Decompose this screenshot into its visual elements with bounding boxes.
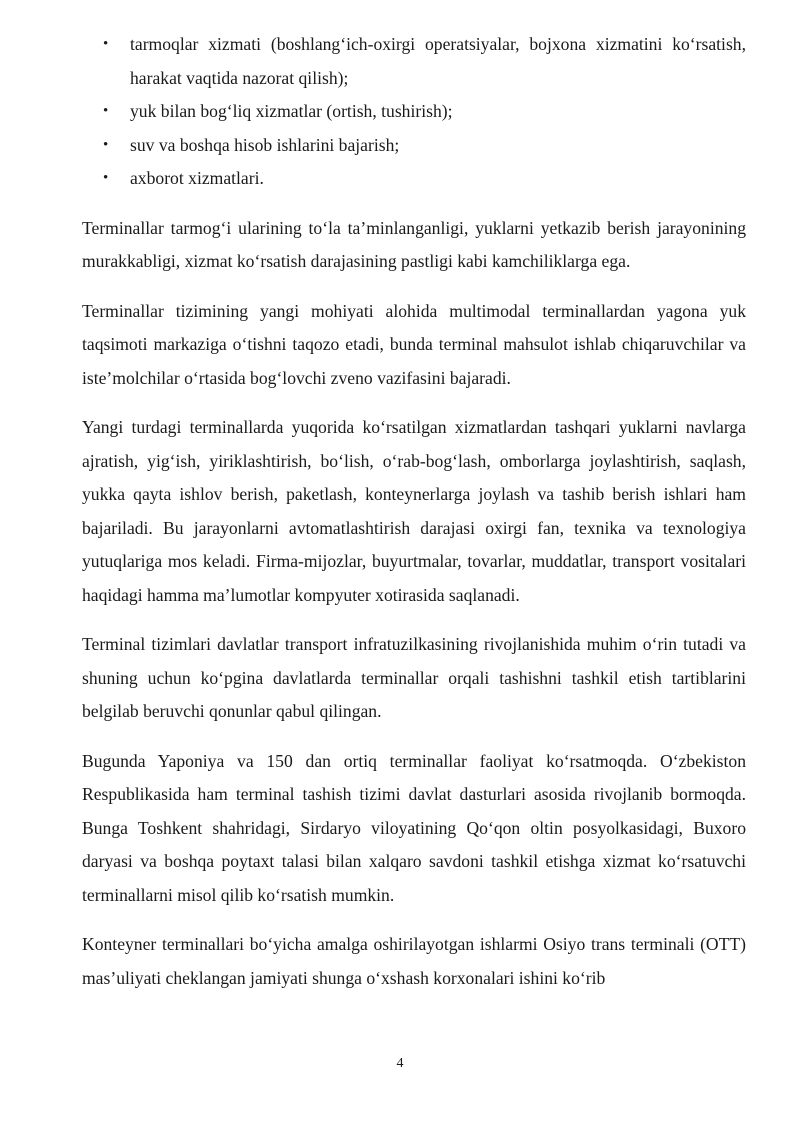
page-number: 4 bbox=[396, 1056, 404, 1071]
bullet-dot: • bbox=[103, 103, 109, 119]
paragraph-new-terminals: Yangi turdagi terminallarda yuqorida ko‘rsatilgan xizmatlardan tashqari yuklarni navlarga ajratish, yig‘ish, yiriklashtirish, bo‘lish, o‘rab-bog‘lash, omborlarga joylashtirish, saqlash, yukka qayta ishlov berish, paketlash, konteynerlarga joylash va tashib berish ishlari ham bajariladi. Bu jarayonlarni avtomatlashtirish darajasi oxirgi fan, texnika va texnologiya yutuqlariga mos keladi. Firma-mijozlar, buyurtmalar, tovarlar, muddatlar, transport vositalari haqidagi hamma ma’lumotlar kompyuter xotirasida saqlanadi. bbox=[82, 417, 746, 605]
bullet-text: suv va boshqa hisob ishlarini bajarish; bbox=[130, 134, 400, 155]
paragraph-terminal-network: Terminallar tarmog‘i ularining to‘la ta’minlanganligi, yuklarni yetkazib berish jarayonining murakkabligi, xizmat ko‘rsatish darajasining pastligi kabi kamchiliklarga ega. bbox=[82, 217, 746, 271]
paragraph-terminal-infrastructure: Terminal tizimlari davlatlar transport infratuzilkasining rivojlanishida muhim o‘rin tutadi va shuning uchun ko‘pgina davlatlarda terminallar orqali tashishni tashkil etish tartiblarini belgilab beruvchi qonunlar qabul qilingan. bbox=[82, 634, 746, 721]
bullet-dot: • bbox=[103, 170, 109, 186]
bullet-text: tarmoqlar xizmati (boshlang‘ich-oxirgi operatsiyalar, bojxona xizmatini ko‘rsatish, harakat vaqtida nazorat qilish); bbox=[130, 34, 746, 88]
bullet-text: axborot xizmatlari. bbox=[130, 168, 264, 188]
bullet-text: yuk bilan bog‘liq xizmatlar (ortish, tushirish); bbox=[130, 101, 453, 121]
paragraph-container-terminals: Konteyner terminallari bo‘yicha amalga oshirilayotgan ishlarmi Osiyo trans terminali (OTT) mas’uliyati cheklangan jamiyati shunga o‘xshash korxonalari ishini ko‘rib bbox=[82, 934, 746, 988]
bullet-dot: • bbox=[103, 36, 109, 52]
bullet-item bbox=[82, 129, 746, 163]
bullet-item bbox=[82, 28, 746, 95]
bullet-item bbox=[82, 162, 746, 196]
paragraph-terminal-system-essence: Terminallar tizimining yangi mohiyati alohida multimodal terminallardan yagona yuk taqsimoti markaziga o‘tishni taqozo etadi, bunda terminal mahsulot ishlab chiqaruvchilar va iste’molchilar o‘rtasida bog‘lovchi zveno vazifasini bajaradi. bbox=[82, 300, 746, 388]
paragraph-terminals-today: Bugunda Yaponiya va 150 dan ortiq terminallar faoliyat ko‘rsatmoqda. O‘zbekiston Respublikasida ham terminal tashish tizimi davlat dasturlari asosida rivojlanib bormoqda. Bunga Toshkent shahridagi, Sirdaryo viloyatining Qo‘qon oltin posyolkasidagi, Buxoro daryasi va boshqa poytaxt talasi bilan xalqaro savdoni tashkil etishga xizmat ko‘rsatuvchi terminallarni misol qilib ko‘rsatish mumkin. bbox=[82, 750, 746, 905]
bullet-dot: • bbox=[103, 136, 109, 153]
bullet-item bbox=[82, 95, 746, 129]
service-bullet-list bbox=[82, 28, 746, 196]
document-page bbox=[82, 28, 746, 995]
